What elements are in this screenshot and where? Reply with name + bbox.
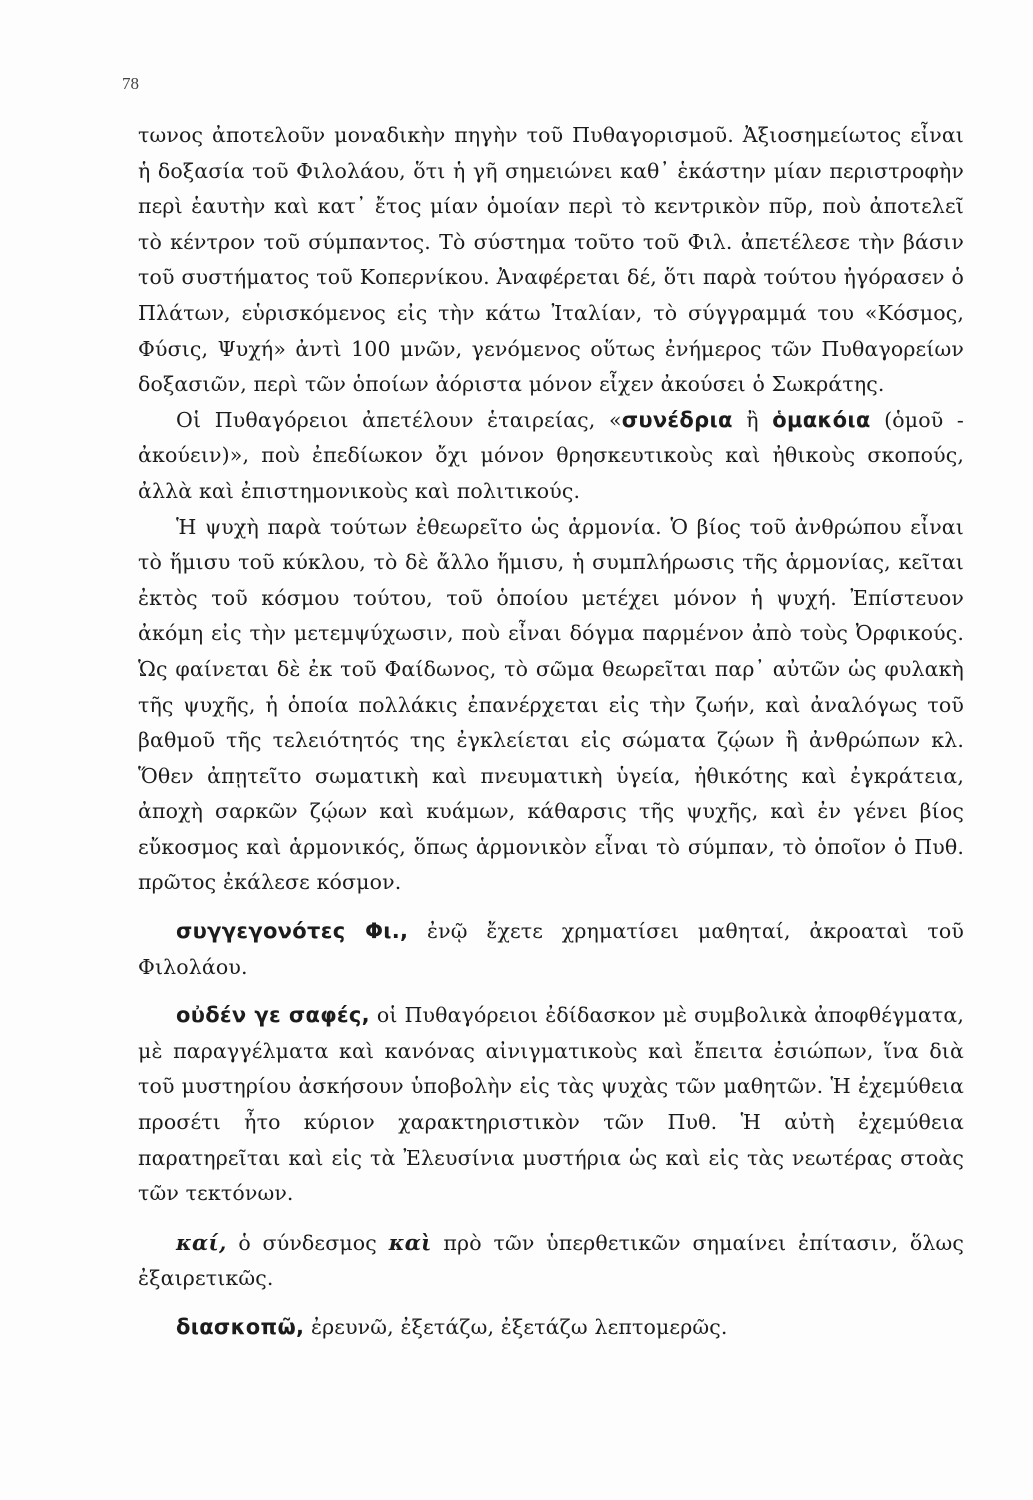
- note-term: οὐδέν γε σαφές,: [176, 1003, 370, 1028]
- note-diaskopo: [138, 1310, 964, 1346]
- page-number: 78: [122, 74, 139, 93]
- note-text: ἐρευνῶ, ἐξετάζω, ἐξετάζω λεπτομερῶς.: [304, 1315, 728, 1339]
- paragraph-text: ἢ: [732, 407, 773, 432]
- note-text: ἐνῷ ἔχετε χρηματίσει μαθηταί, ἀκροαταὶ τοῦ Φιλολάου.: [138, 919, 964, 979]
- note-text: ὁ σύνδεσμος: [226, 1230, 389, 1255]
- note-text: οἱ Πυθαγόρειοι ἐδίδασκον μὲ συμβολικὰ ἀποφθέγματα, μὲ παραγγέλματα καὶ κανόνας αἰνιγματικοὺς καὶ ἔπειτα ἐσιώπων, ἵνα διὰ τοῦ μυστηρίου ἀσκήσουν ὑποβολὴν εἰς τὰς ψυχὰς τῶν μαθητῶν. Ἡ ἐχεμύθεια προσέτι ἦτο κύριον χαρακτηριστικὸν τῶν Πυθ. Ἡ αὐτὴ ἐχεμύθεια παρατηρεῖται καὶ εἰς τὰ Ἐλευσίνια μυστήρια ὡς καὶ εἰς τὰς νεωτέρας στοὰς τῶν τεκτόνων.: [138, 1003, 964, 1206]
- note-term: διασκοπῶ,: [176, 1315, 305, 1339]
- note-ouden-ge-saphes: [138, 998, 964, 1212]
- note-kai: [138, 1225, 964, 1297]
- paragraph-text: (ὁμοῦ - ἀκούειν)», ποὺ ἐπεδίωκον ὄχι μόνον θρησκευτικοὺς καὶ ἠθικοὺς σκοπούς, ἀλλὰ καὶ ἐπιστημονικοὺς καὶ πολιτικούς.: [138, 407, 964, 503]
- paragraph-soul: Ἡ ψυχὴ παρὰ τούτων ἐθεωρεῖτο ὡς ἁρμονία. Ὁ βίος τοῦ ἀνθρώπου εἶναι τὸ ἥμισυ τοῦ κύκλου, τὸ δὲ ἄλλο ἥμισυ, ἡ συμπλήρωσις τῆς ἁρμονίας, κεῖται ἐκτὸς τοῦ κόσμου τούτου, τοῦ ὁποίου μετέχει μόνον ἡ ψυχή. Ἐπίστευον ἀκόμη εἰς τὴν μετεμψύχωσιν, ποὺ εἶναι δόγμα παρμένον ἀπὸ τοὺς Ὀρφικούς. Ὡς φαίνεται δὲ ἐκ τοῦ Φαίδωνος, τὸ σῶμα θεωρεῖται παρ᾽ αὐτῶν ὡς φυλακὴ τῆς ψυχῆς, ἡ ὁποία πολλάκις ἐπανέρχεται εἰς τὴν ζωήν, καὶ ἀναλόγως τοῦ βαθμοῦ τῆς τελειότητός της ἐγκλείεται εἰς σώματα ζῴων ἢ ἀνθρώπων κλ. Ὅθεν ἀπῃτεῖτο σωματικὴ καὶ πνευματικὴ ὑγεία, ἠθικότης καὶ ἐγκράτεια, ἀποχὴ σαρκῶν ζῴων καὶ κυάμων, κάθαρσις τῆς ψυχῆς, καὶ ἐν γένει βίος εὔκοσμος καὶ ἁρμονικός, ὅπως ἁρμονικὸν εἶναι τὸ σύμπαν, τὸ ὁποῖον ὁ Πυθ. πρῶτος ἐκάλεσε κόσμον.: [138, 514, 964, 895]
- note-term-inline: καὶ: [388, 1229, 432, 1255]
- paragraph-text: Οἱ Πυθαγόρειοι ἀπετέλουν ἑταιρείας, «: [176, 407, 622, 432]
- note-text: πρὸ τῶν ὑπερθετικῶν σημαίνει ἐπίτασιν, ὅλως ἐξαιρετικῶς.: [138, 1230, 964, 1291]
- page-body: [138, 118, 964, 1346]
- term-homakoia: ὁμακόια: [772, 407, 871, 432]
- term-synedria: συνέδρια: [621, 407, 733, 432]
- paragraph-philolaus: τωνος ἀποτελοῦν μοναδικὴν πηγὴν τοῦ Πυθαγορισμοῦ. Ἀξιοσημείωτος εἶναι ἡ δοξασία τοῦ Φιλολάου, ὅτι ἡ γῆ σημειώνει καθ᾽ ἑκάστην μίαν περιστροφὴν περὶ ἑαυτὴν καὶ κατ᾽ ἔτος μίαν ὁμοίαν περὶ τὸ κεντρικὸν πῦρ, ποὺ ἀποτελεῖ τὸ κέντρον τοῦ σύμπαντος. Τὸ σύστημα τοῦτο τοῦ Φιλ. ἀπετέλεσε τὴν βάσιν τοῦ συστήματος τοῦ Κοπερνίκου. Ἀναφέρεται δέ, ὅτι παρὰ τούτου ἠγόρασεν ὁ Πλάτων, εὑρισκόμενος εἰς τὴν κάτω Ἰταλίαν, τὸ σύγγραμμά του «Κόσμος, Φύσις, Ψυχή» ἀντὶ 100 μνῶν, γενόμενος οὕτως ἐνήμερος τῶν Πυθαγορείων δοξασιῶν, περὶ τῶν ὁποίων ἀόριστα μόνον εἶχεν ἀκούσει ὁ Σωκράτης.: [138, 123, 964, 397]
- note-syngegonotes: [138, 914, 964, 985]
- paragraph-societies: [138, 403, 964, 510]
- note-term: καί,: [176, 1229, 227, 1255]
- note-term: συγγεγονότες Φι.,: [176, 919, 409, 944]
